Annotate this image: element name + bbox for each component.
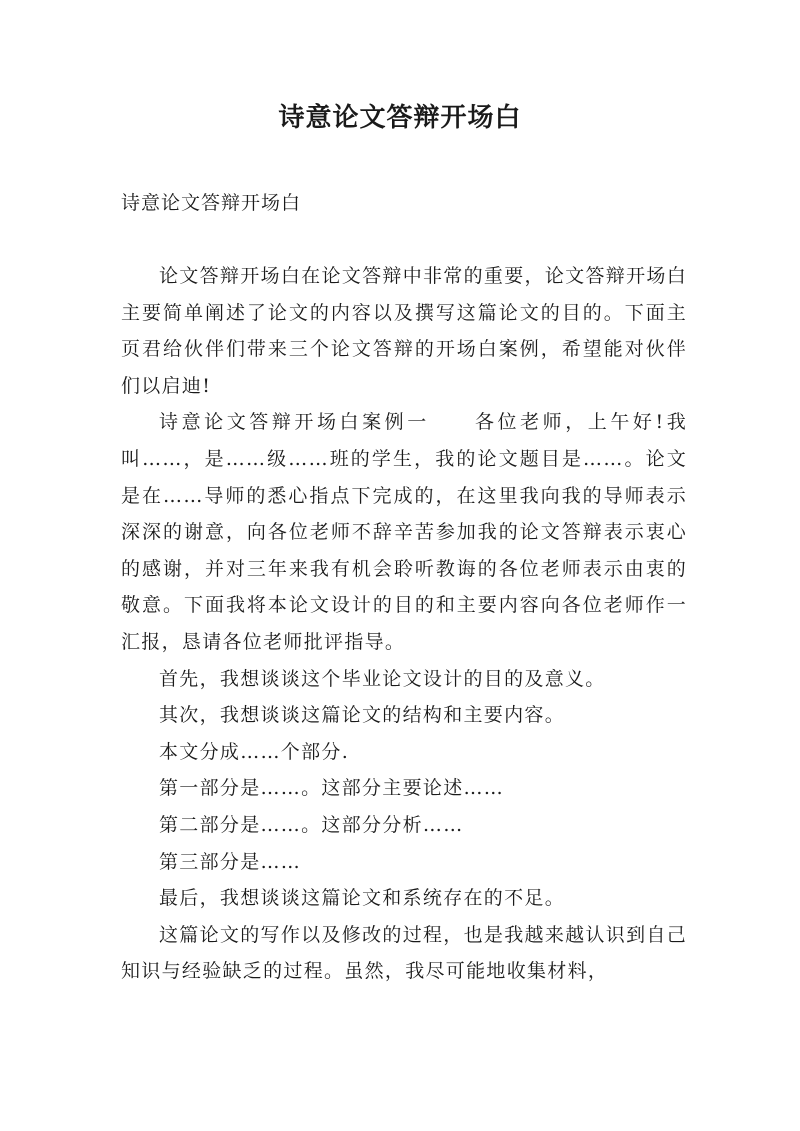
paragraph-intro: 论文答辩开场白在论文答辩中非常的重要，论文答辩开场白主要简单阐述了论文的内容以及撰写这篇论文的目的。下面主页君给伙伴们带来三个论文答辩的开场白案例，希望能对伙伴们以启迪!	[121, 265, 687, 397]
paragraph-first: 首先，我想谈谈这个毕业论文设计的目的及意义。	[159, 667, 606, 690]
paragraph-part-two: 第二部分是……。这部分分析……	[159, 813, 464, 836]
document-title: 诗意论文答辩开场白	[278, 103, 522, 133]
paragraph-part-one: 第一部分是……。这部分主要论述……	[159, 777, 505, 800]
paragraph-last: 最后，我想谈谈这篇论文和系统存在的不足。	[159, 887, 566, 910]
document-body	[121, 258, 687, 990]
paragraph-parts: 本文分成……个部分.	[159, 740, 350, 763]
paragraph-second: 其次，我想谈谈这篇论文的结构和主要内容。	[159, 704, 566, 727]
paragraph-writing-process: 这篇论文的写作以及修改的过程，也是我越来越认识到自己知识与经验缺乏的过程。虽然，我尽可能地收集材料，	[121, 923, 687, 983]
document-subtitle: 诗意论文答辩开场白	[121, 192, 302, 214]
paragraph-part-three: 第三部分是……	[159, 850, 302, 873]
paragraph-case-one: 诗意论文答辩开场白案例一 各位老师，上午好!我叫……，是……级……班的学生，我的论文题目是……。论文是在……导师的悉心指点下完成的，在这里我向我的导师表示深深的谢意，向各位老师不辞辛苦参加我的论文答辩表示衷心的感谢，并对三年来我有机会聆听教诲的各位老师表示由衷的敬意。下面我将本论文设计的目的和主要内容向各位老师作一汇报，恳请各位老师批评指导。	[121, 411, 687, 653]
